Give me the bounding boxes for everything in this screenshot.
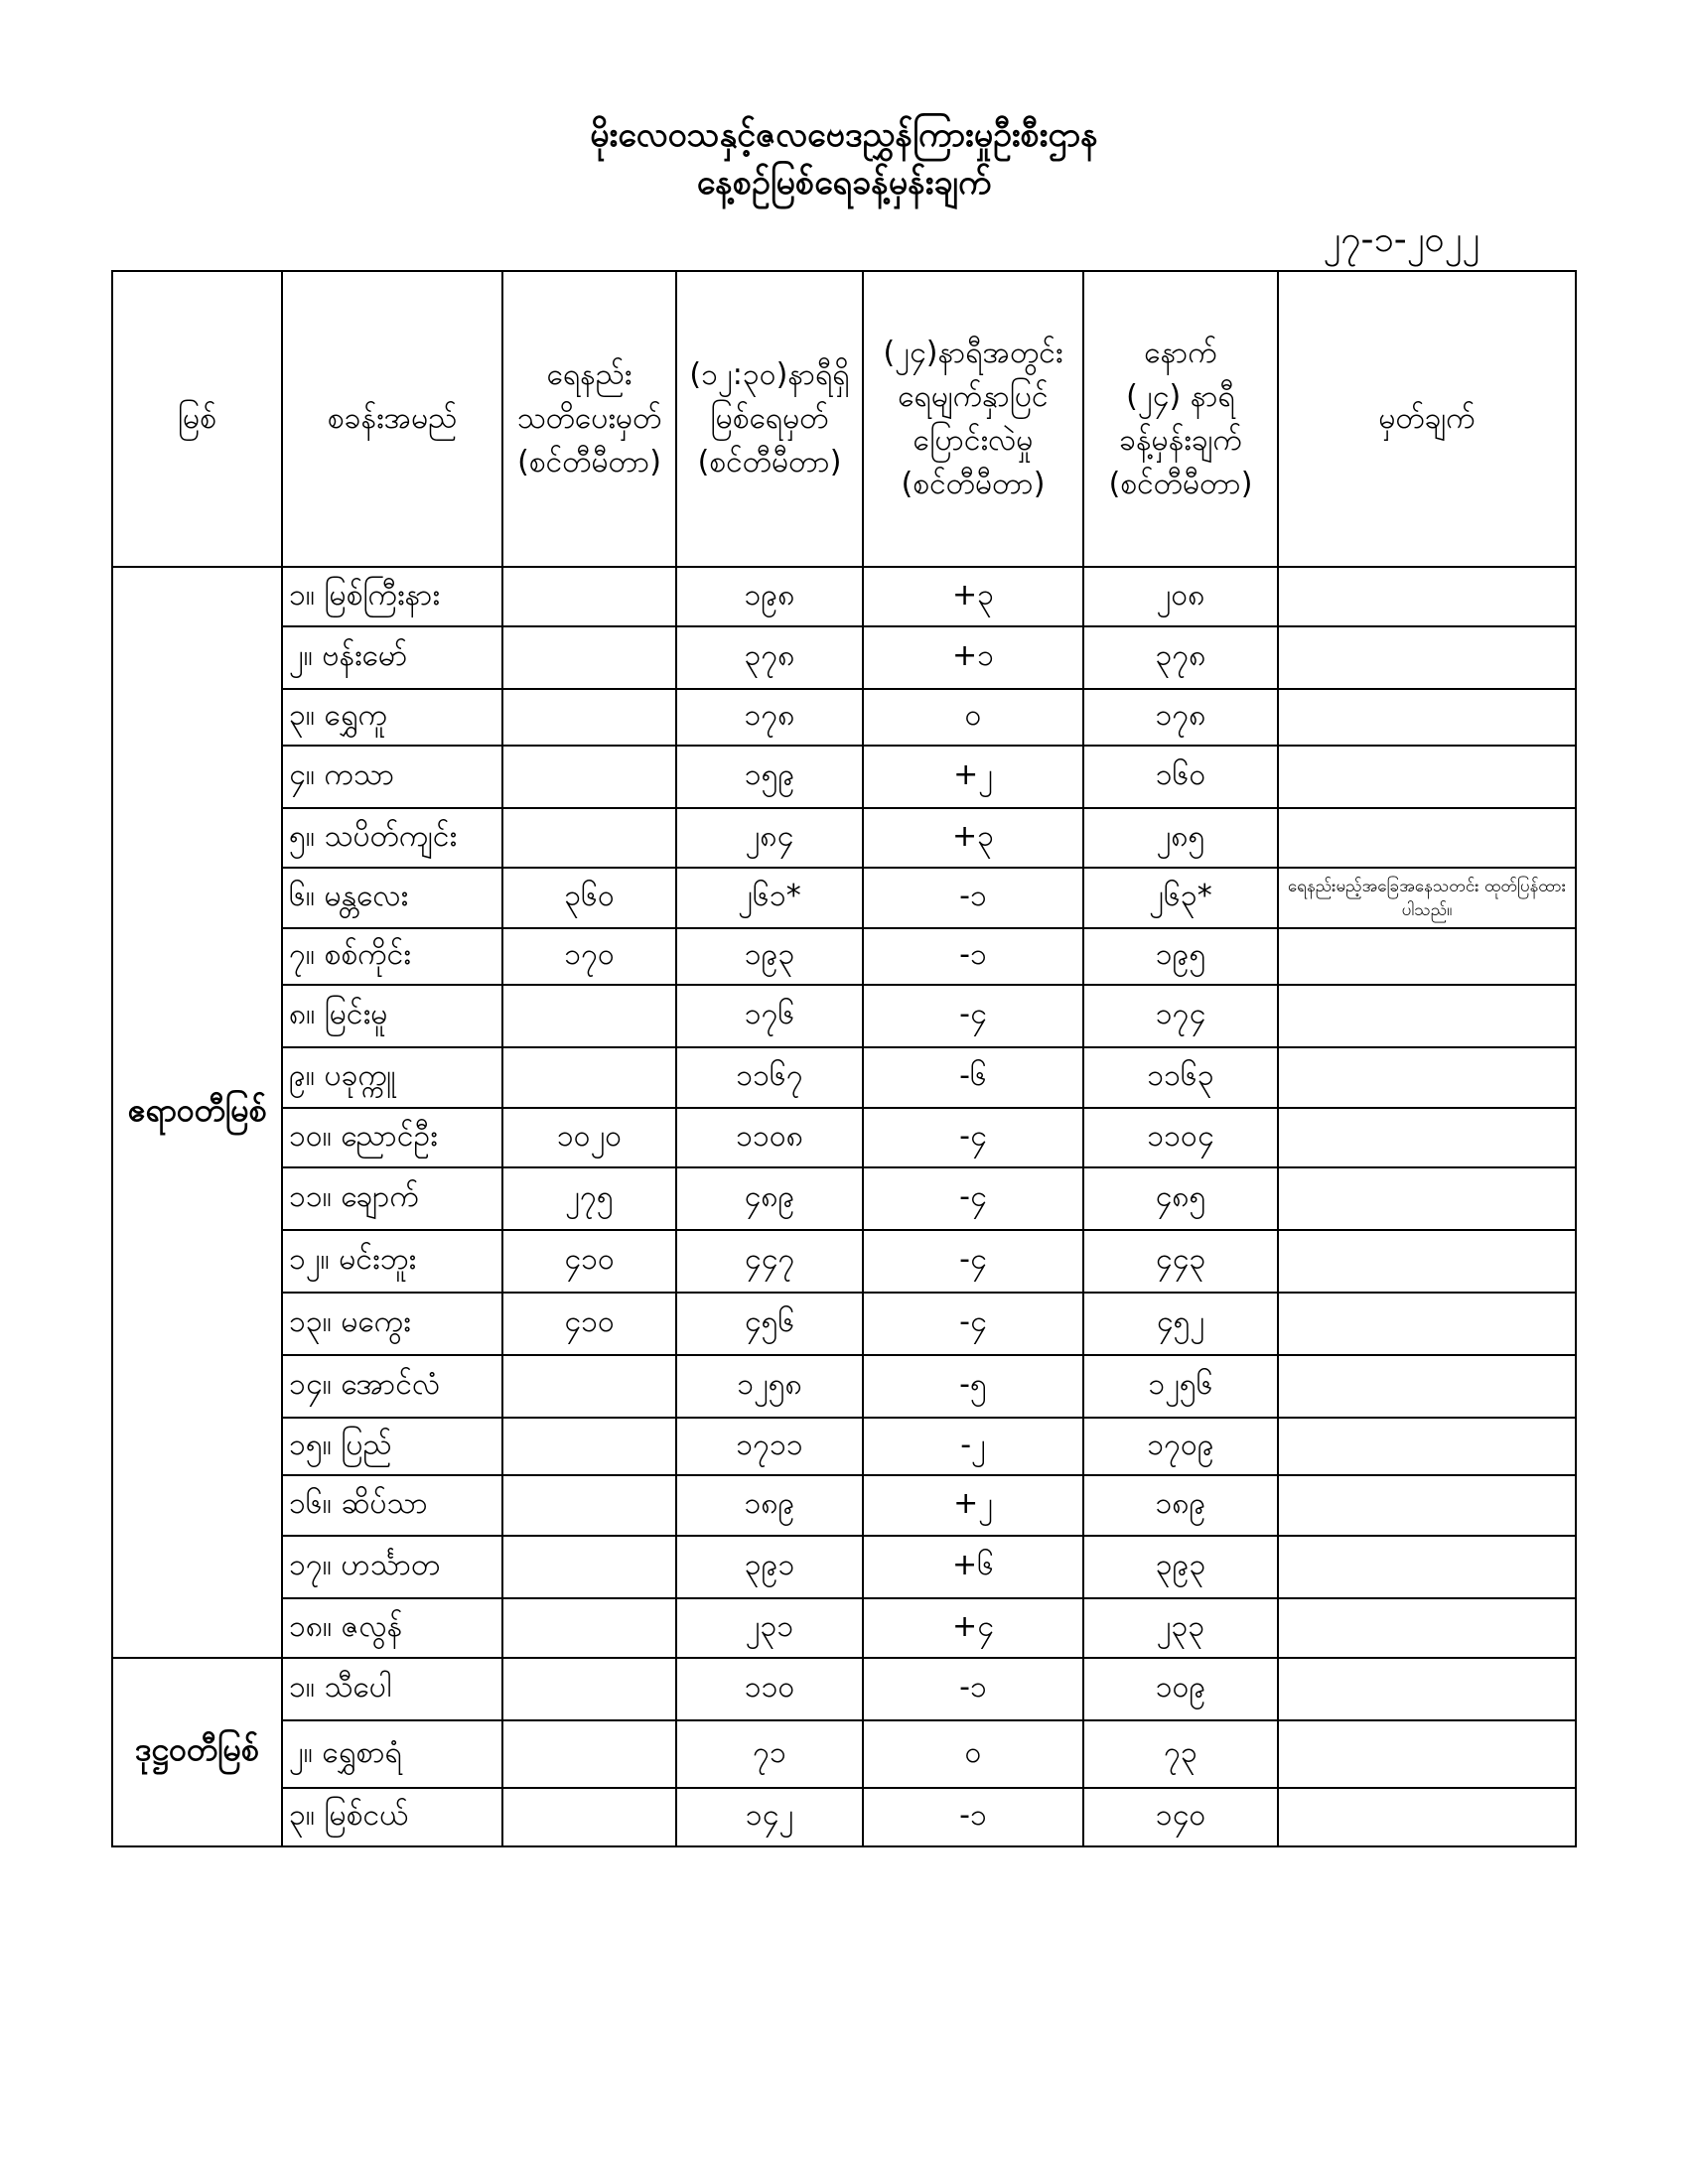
col-header-low-warning: ရေနည်း သတိပေးမှတ် (စင်တီမီတာ) [502, 271, 676, 567]
water-level-cell: ၁၇၁၁ [676, 1418, 863, 1475]
low-warning-cell [502, 1047, 676, 1108]
remark-cell [1278, 1355, 1576, 1418]
change-cell: -၁ [863, 868, 1083, 928]
col-header-river: မြစ် [112, 271, 282, 567]
station-cell: ၃။ ရွှေကူ [282, 689, 502, 746]
change-cell: +၁ [863, 626, 1083, 689]
col-header-station: စခန်းအမည် [282, 271, 502, 567]
water-level-cell: ၁၂၅၈ [676, 1355, 863, 1418]
water-level-cell: ၃၉၁ [676, 1536, 863, 1598]
change-cell: -၂ [863, 1418, 1083, 1475]
change-cell: -၅ [863, 1355, 1083, 1418]
station-cell: ၃။ မြစ်ငယ် [282, 1788, 502, 1846]
low-warning-cell [502, 1536, 676, 1598]
water-level-cell: ၁၅၉ [676, 746, 863, 808]
change-cell: ၀ [863, 689, 1083, 746]
remark-cell [1278, 1167, 1576, 1230]
water-level-cell: ၂၆၁* [676, 868, 863, 928]
remark-cell [1278, 985, 1576, 1047]
low-warning-cell: ၄၁၀ [502, 1293, 676, 1355]
water-level-cell: ၁၉၈ [676, 567, 863, 626]
water-level-cell: ၁၁၆၇ [676, 1047, 863, 1108]
remark-cell [1278, 1418, 1576, 1475]
agency-title: မိုးလေဝသနှင့်ဇလဗေဒညွှန်ကြားမှုဦးစီးဌာန [590, 115, 1098, 155]
remark-cell [1278, 1658, 1576, 1720]
station-cell: ၁၆။ ဆိပ်သာ [282, 1475, 502, 1536]
water-level-cell: ၂၃၁ [676, 1598, 863, 1658]
remark-cell [1278, 1475, 1576, 1536]
low-warning-cell: ၃၆၀ [502, 868, 676, 928]
table-row [112, 928, 1576, 985]
station-cell: ၆။ မန္တလေး [282, 868, 502, 928]
water-level-cell: ၃၇၈ [676, 626, 863, 689]
water-level-cell: ၁၁၀၈ [676, 1108, 863, 1167]
station-cell: ၈။ မြင်းမူ [282, 985, 502, 1047]
station-cell: ၁၀။ ညောင်ဦး [282, 1108, 502, 1167]
table-row [112, 746, 1576, 808]
station-cell: ၁၇။ ဟင်္သာတ [282, 1536, 502, 1598]
col-header-water-level: (၁၂:၃၀)နာရီရှိ မြစ်ရေမှတ် (စင်တီမီတာ) [676, 271, 863, 567]
forecast-cell: ၁၇၀၉ [1083, 1418, 1278, 1475]
table-row [112, 1167, 1576, 1230]
low-warning-cell: ၄၁၀ [502, 1230, 676, 1293]
forecast-cell: ၁၀၉ [1083, 1658, 1278, 1720]
low-warning-cell [502, 808, 676, 868]
table-row [112, 1230, 1576, 1293]
remark-cell [1278, 746, 1576, 808]
low-warning-cell: ၁၀၂၀ [502, 1108, 676, 1167]
forecast-cell: ၃၇၈ [1083, 626, 1278, 689]
table-row [112, 1475, 1576, 1536]
low-warning-cell [502, 1418, 676, 1475]
change-cell: +၄ [863, 1598, 1083, 1658]
remark-cell [1278, 1230, 1576, 1293]
river-name-cell: ဧရာဝတီမြစ် [112, 567, 282, 1658]
forecast-cell: ၁၄၀ [1083, 1788, 1278, 1846]
forecast-cell: ၁၁၆၃ [1083, 1047, 1278, 1108]
forecast-cell: ၂၆၃* [1083, 868, 1278, 928]
change-cell: +၆ [863, 1536, 1083, 1598]
station-cell: ၉။ ပခုက္ကူ [282, 1047, 502, 1108]
table-row [112, 1598, 1576, 1658]
change-cell: -၁ [863, 928, 1083, 985]
station-cell: ၁၈။ ဇလွန် [282, 1598, 502, 1658]
low-warning-cell [502, 1355, 676, 1418]
change-cell: -၆ [863, 1047, 1083, 1108]
forecast-cell: ၁၂၅၆ [1083, 1355, 1278, 1418]
water-level-cell: ၄၈၉ [676, 1167, 863, 1230]
table-row [112, 1293, 1576, 1355]
table-row [112, 985, 1576, 1047]
table-row [112, 1536, 1576, 1598]
change-cell: +၃ [863, 567, 1083, 626]
change-cell: -၄ [863, 1293, 1083, 1355]
col-header-24h-change: (၂၄)နာရီအတွင်း ရေမျက်နှာပြင် ပြောင်းလဲမှု (စင်တီမီတာ) [863, 271, 1083, 567]
report-title: နေ့စဉ်မြစ်ရေခန့်မှန်းချက် [696, 163, 992, 203]
river-name-cell: ဒုဋ္ဌဝတီမြစ် [112, 1658, 282, 1846]
station-cell: ၄။ ကသာ [282, 746, 502, 808]
water-level-cell: ၁၇၈ [676, 689, 863, 746]
low-warning-cell [502, 1788, 676, 1846]
remark-cell [1278, 626, 1576, 689]
station-cell: ၁၁။ ချောက် [282, 1167, 502, 1230]
table-row [112, 1355, 1576, 1418]
change-cell: -၄ [863, 985, 1083, 1047]
forecast-cell: ၁၆၀ [1083, 746, 1278, 808]
table-row [112, 1788, 1576, 1846]
table-row [112, 1047, 1576, 1108]
table-row [112, 808, 1576, 868]
station-cell: ၇။ စစ်ကိုင်း [282, 928, 502, 985]
remark-cell [1278, 1293, 1576, 1355]
forecast-cell: ၁၁၀၄ [1083, 1108, 1278, 1167]
table-row [112, 1720, 1576, 1788]
remark-cell [1278, 689, 1576, 746]
table-row [112, 689, 1576, 746]
low-warning-cell [502, 746, 676, 808]
forecast-cell: ၁၇၈ [1083, 689, 1278, 746]
station-cell: ၁။ သီပေါ [282, 1658, 502, 1720]
remark-cell [1278, 808, 1576, 868]
report-date: ၂၇-၁-၂၀၂၂ [1323, 219, 1479, 260]
forecast-cell: ၃၉၃ [1083, 1536, 1278, 1598]
low-warning-cell [502, 1658, 676, 1720]
low-warning-cell: ၁၇၀ [502, 928, 676, 985]
change-cell: -၁ [863, 1788, 1083, 1846]
table-row [112, 1108, 1576, 1167]
water-level-cell: ၄၅၆ [676, 1293, 863, 1355]
low-warning-cell [502, 1475, 676, 1536]
station-cell: ၁၅။ ပြည် [282, 1418, 502, 1475]
station-cell: ၂။ ဗန်းမော် [282, 626, 502, 689]
table-row [112, 868, 1576, 928]
low-warning-cell [502, 1598, 676, 1658]
forecast-cell: ၂၈၅ [1083, 808, 1278, 868]
table-row [112, 1658, 1576, 1720]
remark-cell [1278, 1047, 1576, 1108]
low-warning-cell [502, 985, 676, 1047]
station-cell: ၁၂။ မင်းဘူး [282, 1230, 502, 1293]
table-row [112, 1418, 1576, 1475]
remark-cell [1278, 1720, 1576, 1788]
water-level-cell: ၇၁ [676, 1720, 863, 1788]
water-level-cell: ၄၄၇ [676, 1230, 863, 1293]
forecast-cell: ၇၃ [1083, 1720, 1278, 1788]
col-header-remarks: မှတ်ချက် [1278, 271, 1576, 567]
forecast-cell: ၁၉၅ [1083, 928, 1278, 985]
change-cell: -၄ [863, 1167, 1083, 1230]
station-cell: ၂။ ရွှေစာရံ [282, 1720, 502, 1788]
change-cell: -၄ [863, 1108, 1083, 1167]
station-cell: ၁၄။ အောင်လံ [282, 1355, 502, 1418]
forecast-cell: ၄၅၂ [1083, 1293, 1278, 1355]
table-row [112, 567, 1576, 626]
change-cell: +၃ [863, 808, 1083, 868]
river-level-table [111, 270, 1577, 1847]
remark-cell [1278, 1598, 1576, 1658]
table-row [112, 626, 1576, 689]
forecast-cell: ၂၃၃ [1083, 1598, 1278, 1658]
forecast-cell: ၁၇၄ [1083, 985, 1278, 1047]
water-level-cell: ၁၉၃ [676, 928, 863, 985]
water-level-cell: ၂၈၄ [676, 808, 863, 868]
remark-cell: ရေနည်းမည့်အခြေအနေသတင်း ထုတ်ပြန်ထားပါသည်။ [1278, 868, 1576, 928]
forecast-cell: ၂၀၈ [1083, 567, 1278, 626]
water-level-cell: ၁၄၂ [676, 1788, 863, 1846]
remark-cell [1278, 1536, 1576, 1598]
low-warning-cell [502, 567, 676, 626]
water-level-cell: ၁၇၆ [676, 985, 863, 1047]
water-level-cell: ၁၁၀ [676, 1658, 863, 1720]
change-cell: -၁ [863, 1658, 1083, 1720]
remark-cell [1278, 567, 1576, 626]
forecast-cell: ၁၈၉ [1083, 1475, 1278, 1536]
change-cell: -၄ [863, 1230, 1083, 1293]
low-warning-cell [502, 626, 676, 689]
col-header-forecast: နောက် (၂၄) နာရီ ခန့်မှန်းချက် (စင်တီမီတာ) [1083, 271, 1278, 567]
forecast-cell: ၄၈၅ [1083, 1167, 1278, 1230]
water-level-cell: ၁၈၉ [676, 1475, 863, 1536]
change-cell: +၂ [863, 746, 1083, 808]
station-cell: ၁။ မြစ်ကြီးနား [282, 567, 502, 626]
forecast-cell: ၄၄၃ [1083, 1230, 1278, 1293]
header-row [112, 271, 1576, 567]
low-warning-cell [502, 1720, 676, 1788]
remark-cell [1278, 1108, 1576, 1167]
low-warning-cell [502, 689, 676, 746]
remark-cell [1278, 928, 1576, 985]
remark-cell [1278, 1788, 1576, 1846]
change-cell: +၂ [863, 1475, 1083, 1536]
station-cell: ၅။ သပိတ်ကျင်း [282, 808, 502, 868]
change-cell: ၀ [863, 1720, 1083, 1788]
station-cell: ၁၃။ မကွေး [282, 1293, 502, 1355]
low-warning-cell: ၂၇၅ [502, 1167, 676, 1230]
